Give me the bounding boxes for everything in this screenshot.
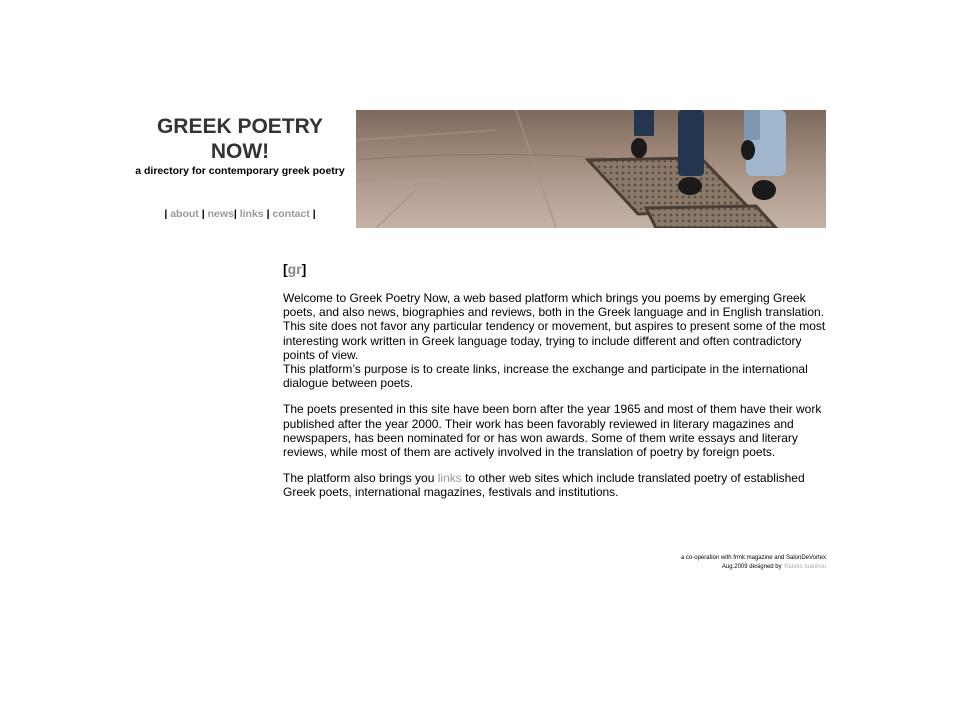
intro-line-purpose: This platform’s purpose is to create links, increase the exchange and participate in the international dialogue between poets. bbox=[283, 362, 808, 391]
main-nav bbox=[130, 208, 350, 220]
nav-link-links[interactable]: links bbox=[239, 208, 264, 220]
lang-link-gr[interactable]: gr bbox=[287, 261, 302, 277]
language-switch bbox=[283, 261, 306, 277]
lang-bracket-open: [ bbox=[283, 261, 288, 277]
site-title bbox=[130, 114, 350, 164]
street-photo-icon bbox=[356, 110, 826, 228]
platform-paragraph bbox=[283, 471, 828, 499]
footer-cooperation: a co-operation with frmk magazine and SalonDeVortex bbox=[680, 555, 826, 561]
nav-separator: | bbox=[266, 208, 270, 220]
platform-text-after: to other web sites which include translated poetry of established Greek poets, international magazines, festivals and institutions. bbox=[283, 471, 805, 500]
site-title-line2: NOW! bbox=[210, 140, 270, 163]
nav-link-contact[interactable]: contact bbox=[272, 208, 310, 220]
nav-separator: | bbox=[164, 208, 168, 220]
nav-link-about[interactable]: about bbox=[170, 208, 199, 220]
intro-line-welcome: Welcome to Greek Poetry Now, a web based platform which brings you poems by emerging Greek poets, and also news, biographies and reviews, both in the Greek language and in English translation. bbox=[283, 291, 825, 320]
hero-image bbox=[356, 110, 826, 228]
lang-bracket-close: ] bbox=[301, 261, 307, 277]
footer-design-line bbox=[681, 563, 826, 572]
site-tagline: a directory for contemporary greek poetry bbox=[135, 165, 345, 177]
intro-paragraph bbox=[283, 291, 828, 390]
nav-separator: | bbox=[233, 208, 237, 220]
footer-credits bbox=[681, 554, 826, 571]
footer-date-text: Aug.2009 designed by bbox=[721, 563, 784, 570]
nav-link-news[interactable]: news bbox=[207, 208, 234, 220]
main-content bbox=[283, 291, 828, 512]
nav-separator: | bbox=[201, 208, 205, 220]
intro-line-tendency: This site does not favor any particular tendency or movement, but aspires to present some of the most interesting work written in Greek language today, trying to include different and often contradictory points of view. bbox=[283, 319, 826, 362]
footer-designer-link[interactable]: Yiannis Ioannou bbox=[783, 563, 826, 570]
poets-paragraph: The poets presented in this site have been born after the year 1965 and most of them have their work published after the year 2000. Their work has been favorably reviewed in literary magazines and newspapers, has been nominated for or has won awards. Some of them write essays and literary reviews, while most of them are actively involved in the translation of poetry by foreign poets. bbox=[283, 402, 822, 460]
platform-text-before: The platform also brings you bbox=[283, 471, 438, 486]
nav-separator: | bbox=[312, 208, 316, 220]
site-title-line1: GREEK POETRY bbox=[156, 115, 324, 138]
inline-links-link[interactable]: links bbox=[437, 471, 462, 486]
